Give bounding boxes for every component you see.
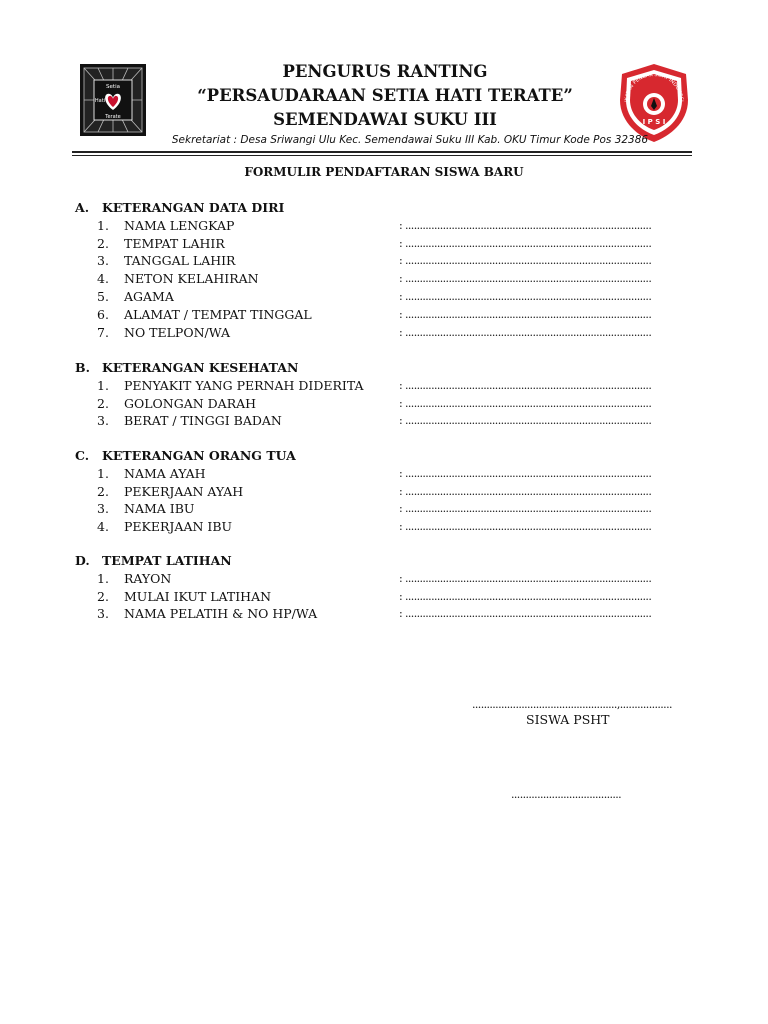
form-field-label <box>97 519 232 534</box>
form-field-fill-line[interactable]: : ..................................................................................... <box>399 290 652 303</box>
signature-label: SISWA PSHT <box>526 712 610 727</box>
section-letter: B. <box>75 360 90 375</box>
field-label-text: NAMA AYAH <box>124 465 206 481</box>
header-divider <box>72 151 692 153</box>
form-field-fill-line[interactable]: : ..................................................................................... <box>399 325 652 339</box>
section-title: KETERANGAN KESEHATAN <box>102 360 299 375</box>
signature-line: ..................................................,.................. <box>472 698 672 711</box>
form-field-label <box>97 307 312 322</box>
section-letter: A. <box>75 200 90 215</box>
svg-text:IKATAN PENCAK SILAT INDONESIA: IKATAN PENCAK SILAT INDONESI <box>623 71 685 103</box>
ipsi-emblem-icon <box>614 60 694 144</box>
field-label-text: NAMA PELATIH & NO HP/WA <box>124 606 318 622</box>
field-label-text: GOLONGAN DARAH <box>124 395 257 411</box>
form-field-fill-line[interactable]: : ..................................................................................... <box>399 520 652 534</box>
form-field-fill-line[interactable]: : ..................................................................................... <box>399 378 652 392</box>
svg-text:Setia: Setia <box>106 84 120 90</box>
form-title: FORMULIR PENDAFTARAN SISWA BARU <box>244 165 524 179</box>
svg-text:Terate: Terate <box>105 114 121 120</box>
org-name: “PERSAUDARAAN SETIA HATI TERATE” <box>197 86 573 105</box>
form-field-label <box>97 378 364 393</box>
psht-emblem-icon <box>80 64 146 136</box>
section-heading <box>75 448 296 463</box>
form-field-fill-line[interactable]: : ..................................................................................... <box>399 272 652 286</box>
branch-name: SEMENDAWAI SUKU III <box>273 110 497 129</box>
form-field-fill-line[interactable]: : ..................................................................................... <box>399 571 652 585</box>
section-title: KETERANGAN DATA DIRI <box>102 200 285 215</box>
field-number: 1. <box>97 465 109 481</box>
field-label-text: TEMPAT LAHIR <box>124 235 225 251</box>
form-field-label <box>97 289 174 304</box>
field-number: 2. <box>97 395 109 411</box>
field-label-text: TANGGAL LAHIR <box>124 253 236 269</box>
field-label-text: ALAMAT / TEMPAT TINGGAL <box>124 306 312 322</box>
section-heading <box>75 200 284 215</box>
section-heading <box>75 553 232 568</box>
header-divider-thin <box>72 155 692 156</box>
form-field-label <box>97 218 234 233</box>
form-field-fill-line[interactable]: : ..................................................................................... <box>399 607 652 621</box>
field-number: 3. <box>97 413 109 429</box>
form-field-label <box>97 396 256 411</box>
field-number: 3. <box>97 253 109 269</box>
section-title: TEMPAT LATIHAN <box>102 553 232 568</box>
form-field-fill-line[interactable]: : ..................................................................................... <box>399 502 652 516</box>
svg-text:Hati: Hati <box>94 98 106 104</box>
field-number: 5. <box>97 289 109 304</box>
field-label-text: PENYAKIT YANG PERNAH DIDERITA <box>124 377 364 393</box>
form-field-fill-line[interactable]: : ..................................................................................... <box>399 589 652 603</box>
form-field-label <box>97 484 243 499</box>
form-field-fill-line[interactable]: : ..................................................................................... <box>399 236 652 250</box>
form-field-label <box>97 606 317 621</box>
field-label-text: RAYON <box>124 570 172 586</box>
section-title: KETERANGAN ORANG TUA <box>102 448 296 463</box>
form-field-fill-line[interactable]: : ..................................................................................... <box>399 307 652 321</box>
field-number: 4. <box>97 519 109 535</box>
form-field-label <box>97 271 259 286</box>
form-field-label <box>97 325 230 340</box>
field-number: 2. <box>97 588 109 604</box>
form-field-label <box>97 571 171 586</box>
field-number: 1. <box>97 377 109 393</box>
field-number: 3. <box>97 501 109 517</box>
form-field-label <box>97 466 206 481</box>
field-number: 4. <box>97 271 109 287</box>
section-letter: C. <box>75 448 90 463</box>
field-number: 1. <box>97 217 109 233</box>
field-label-text: PEKERJAAN AYAH <box>124 483 244 499</box>
org-title: PENGURUS RANTING <box>282 62 488 81</box>
form-field-label <box>97 501 194 516</box>
signature-line-2: ...................................... <box>511 788 622 801</box>
field-number: 2. <box>97 483 109 499</box>
field-label-text: NETON KELAHIRAN <box>124 271 259 287</box>
form-field-fill-line[interactable]: : ..................................................................................... <box>399 254 652 268</box>
section-letter: D. <box>75 553 90 568</box>
field-number: 3. <box>97 606 109 622</box>
svg-text:I P S I: I P S I <box>642 118 666 126</box>
form-field-label <box>97 589 271 604</box>
form-field-fill-line[interactable]: : ..................................................................................... <box>399 414 652 428</box>
field-label-text: BERAT / TINGGI BADAN <box>124 413 282 429</box>
form-field-fill-line[interactable]: : ..................................................................................... <box>399 396 652 410</box>
form-field-fill-line[interactable]: : ..................................................................................... <box>399 466 652 480</box>
form-field-fill-line[interactable]: : ..................................................................................... <box>399 218 652 232</box>
field-number: 1. <box>97 570 109 586</box>
form-field-label <box>97 236 225 251</box>
field-label-text: NAMA LENGKAP <box>124 217 235 233</box>
form-field-label <box>97 413 282 428</box>
field-number: 6. <box>97 306 109 322</box>
form-field-fill-line[interactable]: : ..................................................................................... <box>399 484 652 498</box>
section-heading <box>75 360 298 375</box>
field-label-text: MULAI IKUT LATIHAN <box>124 588 272 604</box>
field-label-text: PEKERJAAN IBU <box>124 519 233 535</box>
form-field-label <box>97 253 235 268</box>
field-number: 2. <box>97 235 109 251</box>
field-label-text: NAMA IBU <box>124 501 195 517</box>
field-label-text: AGAMA <box>124 289 174 304</box>
field-label-text: NO TELPON/WA <box>124 324 230 340</box>
field-number: 7. <box>97 324 109 340</box>
secretariat-address: Sekretariat : Desa Sriwangi Ulu Kec. Semendawai Suku III Kab. OKU Timur Kode Pos 32386 <box>171 134 649 146</box>
